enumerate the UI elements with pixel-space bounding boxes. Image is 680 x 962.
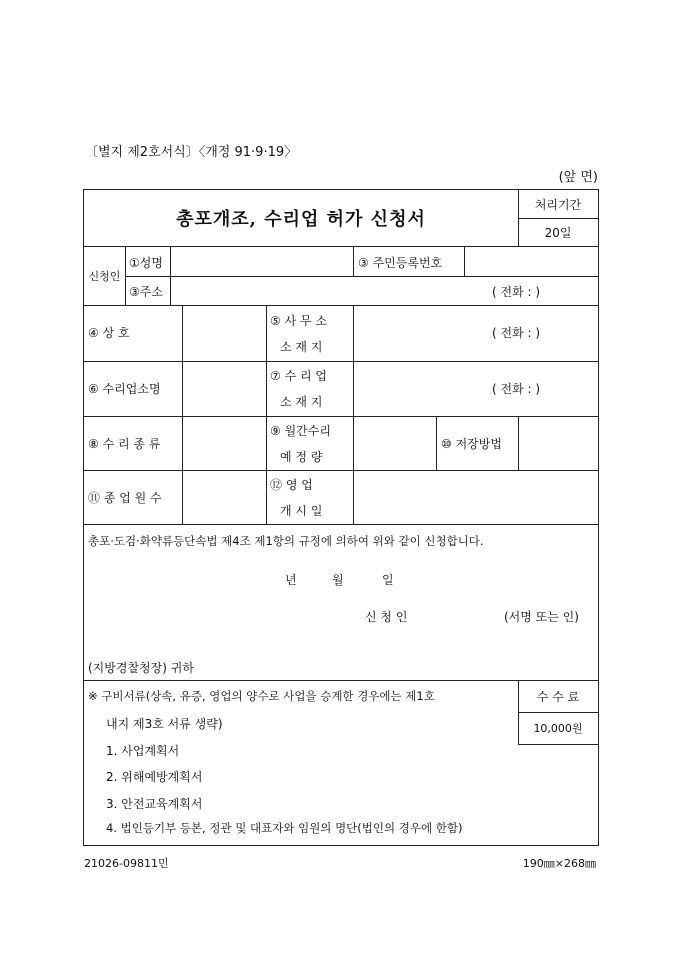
date-month: 월 <box>332 573 344 587</box>
repair-shop-name-label: ⑥ 수리업소명 <box>88 382 161 396</box>
addressee: (지방경찰청장) 귀하 <box>88 661 194 675</box>
name-label: ①성명 <box>129 256 163 270</box>
form-code: 21026-09811민 <box>84 857 169 870</box>
documents-intro-2: 내지 제3호 서류 생략) <box>106 717 223 731</box>
form-title: 총포개조, 수리업 허가 신청서 <box>176 209 426 230</box>
applicant-group-label: 신청인 <box>88 269 121 283</box>
business-start-label-2: 개 시 일 <box>280 504 323 518</box>
application-form <box>83 189 599 846</box>
repair-location-label-2: 소 재 지 <box>280 395 323 409</box>
date-year: 년 <box>285 573 297 587</box>
fee-value: 10,000원 <box>533 722 583 735</box>
monthly-repair-label-2: 예 정 량 <box>280 450 323 464</box>
date-day: 일 <box>382 573 394 587</box>
document-item: 4. 법인등기부 등본, 정관 및 대표자와 임원의 명단(법인의 경우에 한함) <box>106 821 463 835</box>
storage-method-label: ⑩ 저장방법 <box>441 437 502 451</box>
signature-note: (서명 또는 인) <box>504 610 579 624</box>
repair-phone: ( 전화 : ) <box>492 382 541 396</box>
processing-period-label: 처리기간 <box>534 197 582 212</box>
document-item: 1. 사업계획서 <box>106 744 180 758</box>
office-location-label-2: 소 재 지 <box>280 340 323 354</box>
address-phone: ( 전화 : ) <box>492 285 541 299</box>
processing-period-value: 20일 <box>544 225 572 240</box>
employees-label: ⑪ 종 업 원 수 <box>88 491 162 505</box>
declaration-text: 총포·도검·화약류등단속법 제4조 제1항의 규정에 의하여 위와 같이 신청합니다. <box>88 534 484 548</box>
document-item: 3. 안전교육계획서 <box>106 797 203 811</box>
repair-location-label-1: ⑦ 수 리 업 <box>270 369 327 383</box>
trade-name-label: ④ 상 호 <box>88 326 130 340</box>
applicant-sign-label: 신 청 인 <box>365 610 408 624</box>
address-label: ③주소 <box>129 285 163 299</box>
office-location-label-1: ⑤ 사 무 소 <box>270 314 327 328</box>
fee-label: 수 수 료 <box>536 689 580 704</box>
monthly-repair-label-1: ⑨ 월간수리 <box>270 424 331 438</box>
office-phone: ( 전화 : ) <box>492 326 541 340</box>
business-start-label-1: ⑫ 영 업 <box>270 478 313 492</box>
document-item: 2. 위해예방계획서 <box>106 770 203 784</box>
page-side-label: (앞 면) <box>558 170 598 185</box>
form-number: 〔별지 제2호서식〕〈개정 91·9·19〉 <box>85 145 298 160</box>
paper-size: 190㎜×268㎜ <box>522 857 596 870</box>
documents-intro-1: ※ 구비서류(상속, 유증, 영업의 양수로 사업을 승계한 경우에는 제1호 <box>88 689 435 703</box>
rrn-label: ③ 주민등록번호 <box>358 256 443 270</box>
repair-type-label: ⑧ 수 리 종 류 <box>88 437 161 451</box>
